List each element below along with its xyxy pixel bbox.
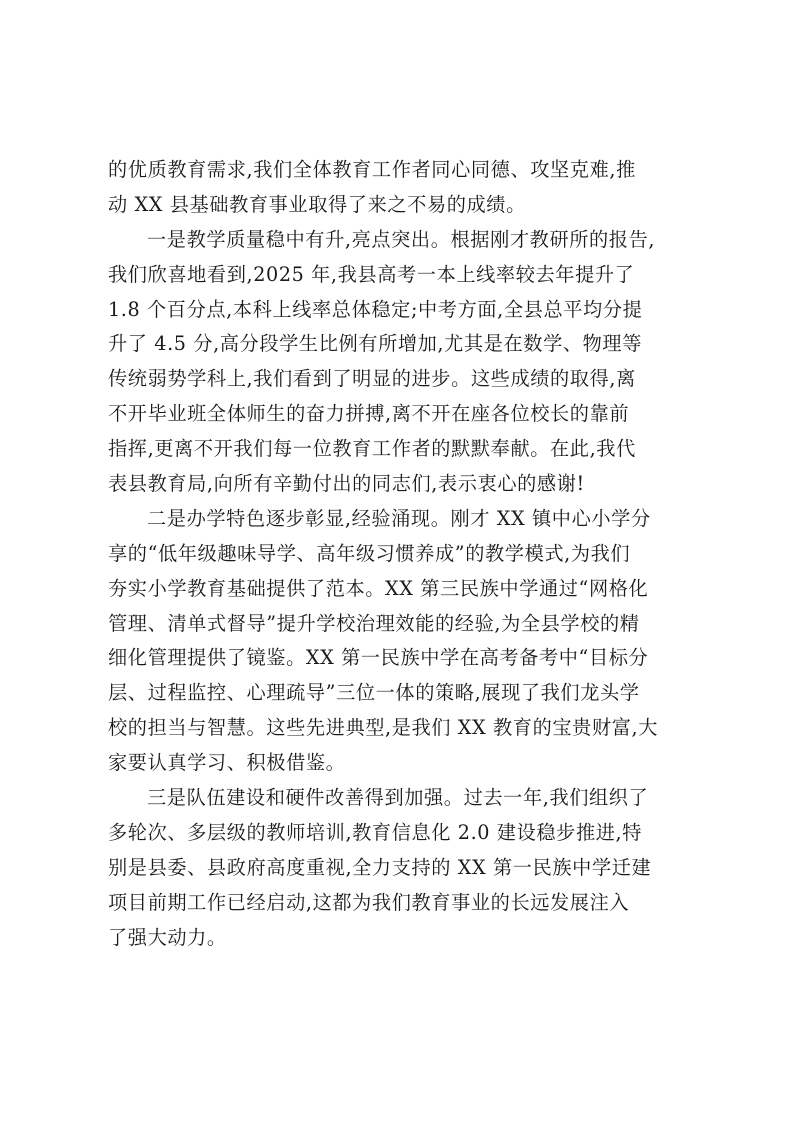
text-line: 别是县委、县政府高度重视,全力支持的 XX 第一民族中学迁建 (108, 855, 652, 879)
text-line: 项目前期工作已经启动,这都为我们教育事业的长远发展注入 (108, 890, 630, 914)
text-line: 细化管理提供了镜鉴。XX 第一民族中学在高考备考中“目标分 (108, 646, 649, 670)
text-line: 动 XX 县基础教育事业取得了来之不易的成绩。 (108, 192, 526, 216)
text-line: 管理、清单式督导”提升学校治理效能的经验,为全县学校的精 (108, 611, 640, 635)
text-line: 升了 4.5 分,高分段学生比例有所增加,尤其是在数学、物理等 (108, 332, 643, 356)
paragraph-team-building (108, 781, 692, 955)
text-line: 享的“低年级趣味导学、高年级习惯养成”的教学模式,为我们 (108, 541, 631, 565)
paragraph-teaching-quality (108, 223, 692, 502)
text-line: 的优质教育需求,我们全体教育工作者同心同德、攻坚克难,推 (108, 158, 636, 181)
text-line: 三是队伍建设和硬件改善得到加强。过去一年,我们组织了 (147, 786, 649, 810)
text-line: 层、过程监控、心理疏导”三位一体的策略,展现了我们龙头学 (108, 681, 640, 705)
text-line: 家要认真学习、积极借鉴。 (108, 751, 346, 775)
document-body (108, 153, 692, 955)
text-line: 我们欣喜地看到,2025 年,我县高考一本上线率较去年提升了 (108, 262, 635, 286)
text-line: 二是办学特色逐步彰显,经验涌现。刚才 XX 镇中心小学分 (147, 506, 651, 530)
text-line: 一是教学质量稳中有升,亮点突出。根据刚才教研所的报告, (147, 227, 656, 251)
text-line: 1.8 个百分点,本科上线率总体稳定;中考方面,全县总平均分提 (108, 297, 643, 321)
text-line: 表县教育局,向所有辛勤付出的同志们,表示衷心的感谢! (108, 472, 585, 496)
paragraph-continuation (108, 153, 692, 223)
text-line: 了强大动力。 (108, 925, 227, 949)
text-line: 不开毕业班全体师生的奋力拼搏,离不开在座各位校长的靠前 (108, 402, 630, 426)
text-line: 夯实小学教育基础提供了范本。XX 第三民族中学通过“网格化 (108, 576, 649, 600)
text-line: 多轮次、多层级的教师培训,教育信息化 2.0 建设稳步推进,特 (108, 820, 643, 844)
text-line: 指挥,更离不开我们每一位教育工作者的默默奉献。在此,我代 (108, 437, 636, 461)
text-line: 校的担当与智慧。这些先进典型,是我们 XX 教育的宝贵财富,大 (108, 716, 659, 740)
text-line: 传统弱势学科上,我们看到了明显的进步。这些成绩的取得,离 (108, 367, 636, 391)
paragraph-school-features (108, 502, 692, 781)
